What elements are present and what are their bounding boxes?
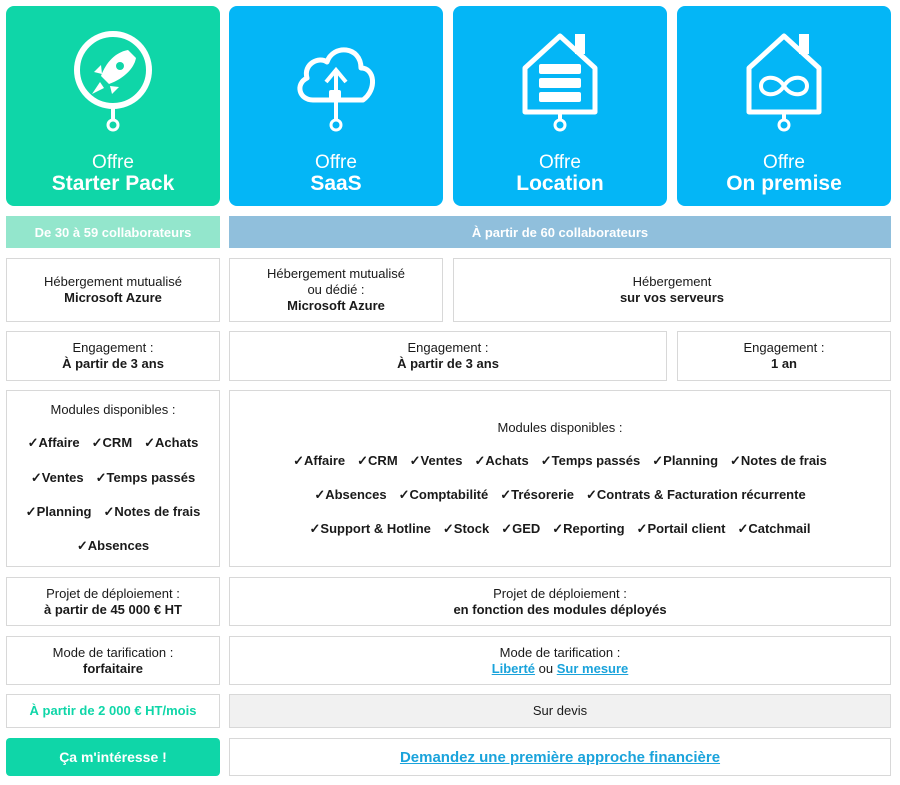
- module-item: ✓Notes de frais: [730, 453, 827, 468]
- offer-label: Offre: [92, 152, 134, 173]
- engagement-value: 1 an: [770, 356, 797, 371]
- deployment-value: en fonction des modules déployés: [453, 601, 667, 617]
- hosting-saas: [229, 258, 443, 322]
- price-starter-value: À partir de 2 000 € HT/mois: [29, 703, 197, 718]
- deployment-starter: [6, 577, 220, 626]
- audience-band-others: À partir de 60 collaborateurs: [229, 216, 891, 248]
- pricing-others: [229, 636, 891, 685]
- module-item: ✓Temps passés: [540, 453, 641, 468]
- modules-title: Modules disponibles :: [497, 420, 623, 435]
- engagement-value: À partir de 3 ans: [397, 356, 499, 371]
- module-item: ✓Comptabilité: [398, 487, 489, 502]
- modules-row: [287, 453, 833, 469]
- module-item: ✓Affaire: [293, 453, 346, 468]
- module-item: ✓Reporting: [552, 521, 625, 536]
- hosting-label: Hébergement mutualisé: [43, 274, 183, 289]
- modules-title: Modules disponibles :: [50, 402, 176, 417]
- modules-row: [22, 435, 205, 451]
- price-others: [229, 694, 891, 728]
- cta-others: [229, 738, 891, 776]
- offer-card-starter: [6, 6, 220, 206]
- modules-row: [25, 470, 201, 486]
- module-item: ✓Absences: [314, 487, 387, 502]
- module-item: ✓Affaire: [27, 435, 80, 450]
- offer-card-location: [453, 6, 667, 206]
- rocket-icon: [68, 28, 158, 138]
- offer-label: Offre: [763, 152, 805, 173]
- hosting-label: Hébergement mutualisé: [266, 266, 406, 281]
- offer-name: Location: [516, 172, 604, 195]
- hosting-label: Hébergement: [632, 274, 712, 289]
- modules-starter: [6, 390, 220, 567]
- server-house-icon: [515, 28, 605, 138]
- offer-name: On premise: [726, 172, 842, 195]
- module-item: ✓Support & Hotline: [309, 521, 431, 536]
- engagement-label: Engagement :: [407, 340, 489, 355]
- module-item: ✓Catchmail: [737, 521, 811, 536]
- deployment-others: [229, 577, 891, 626]
- module-item: ✓Temps passés: [95, 470, 196, 485]
- audience-band-starter: De 30 à 59 collaborateurs: [6, 216, 220, 248]
- module-item: ✓CRM: [91, 435, 133, 450]
- module-item: ✓Ventes: [409, 453, 463, 468]
- engagement-value: À partir de 3 ans: [62, 356, 164, 371]
- offer-name: Starter Pack: [51, 172, 175, 195]
- price-others-value: Sur devis: [532, 703, 588, 718]
- offer-card-on-premise: [677, 6, 891, 206]
- hosting-value: sur vos serveurs: [619, 290, 725, 305]
- modules-row: [304, 521, 817, 537]
- module-item: ✓Planning: [652, 453, 719, 468]
- engagement-middle: [229, 331, 667, 381]
- pricing-options: [492, 661, 629, 677]
- offer-name: SaaS: [310, 172, 362, 195]
- engagement-starter: [6, 331, 220, 381]
- offer-card-saas: [229, 6, 443, 206]
- module-item: ✓Notes de frais: [103, 504, 201, 519]
- module-item: ✓Achats: [474, 453, 529, 468]
- deployment-label: Projet de déploiement :: [46, 585, 180, 601]
- hosting-starter: [6, 258, 220, 322]
- module-item: ✓Absences: [76, 538, 150, 553]
- modules-row: [20, 504, 207, 520]
- module-item: ✓Planning: [25, 504, 92, 519]
- pricing-label: Mode de tarification :: [52, 644, 174, 660]
- pricing-starter: [6, 636, 220, 685]
- interest-button[interactable]: Ça m'intéresse !: [6, 738, 220, 776]
- engagement-label: Engagement :: [743, 340, 825, 355]
- pricing-label: Mode de tarification :: [499, 644, 621, 660]
- hosting-value: Microsoft Azure: [287, 298, 385, 313]
- sur-mesure-link[interactable]: Sur mesure: [556, 660, 629, 676]
- pricing-value: forfaitaire: [83, 660, 143, 676]
- offer-label: Offre: [315, 152, 357, 173]
- module-item: ✓Trésorerie: [500, 487, 575, 502]
- hosting-value: Microsoft Azure: [64, 290, 162, 305]
- hosting-servers: [453, 258, 891, 322]
- infinity-house-icon: [739, 28, 829, 138]
- price-starter: [6, 694, 220, 728]
- modules-row: [71, 538, 155, 554]
- financial-approach-link[interactable]: Demandez une première approche financière: [399, 748, 721, 766]
- module-item: ✓CRM: [357, 453, 398, 468]
- engagement-premise: [677, 331, 891, 381]
- pricing-separator: ou: [538, 660, 554, 676]
- offer-label: Offre: [539, 152, 581, 173]
- deployment-label: Projet de déploiement :: [493, 585, 627, 601]
- module-item: ✓Contrats & Facturation récurrente: [586, 487, 806, 502]
- module-item: ✓GED: [501, 521, 541, 536]
- deployment-value: à partir de 45 000 € HT: [43, 601, 182, 617]
- modules-others: [229, 390, 891, 567]
- module-item: ✓Portail client: [636, 521, 726, 536]
- module-item: ✓Stock: [442, 521, 490, 536]
- modules-row: [308, 487, 811, 503]
- module-item: ✓Achats: [144, 435, 199, 450]
- hosting-label-2: ou dédié :: [307, 282, 365, 297]
- engagement-label: Engagement :: [72, 340, 154, 355]
- cloud-upload-icon: [291, 28, 381, 138]
- module-item: ✓Ventes: [30, 470, 84, 485]
- liberte-link[interactable]: Liberté: [491, 660, 536, 676]
